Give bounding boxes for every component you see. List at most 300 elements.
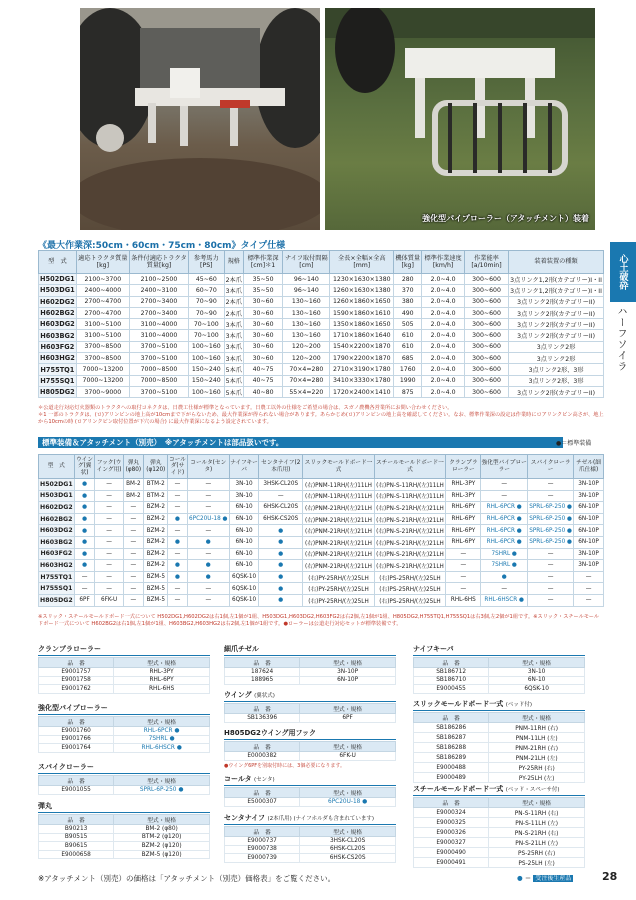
spec-cell: 2700~3400 [129, 296, 188, 307]
part-number-header: 品 番 [39, 717, 114, 727]
spec-cell: 150~240 [189, 375, 225, 386]
equipment-cell: BZM-2 [144, 548, 168, 560]
part-type: 6PF [300, 714, 396, 723]
parts-row [414, 848, 585, 858]
spec-cell: 1540×2200×1870 [330, 341, 394, 352]
spec-cell: 30~60 [243, 330, 282, 341]
part-number-header: 品 番 [414, 713, 489, 723]
equipment-cell: 6N-10P [574, 513, 604, 525]
equipment-cell: 6PF [74, 594, 95, 606]
part-type-header: 型式・規格 [300, 704, 396, 714]
part-number: E9000455 [414, 685, 489, 694]
equipment-cell: 6N-10 [229, 502, 258, 514]
part-number: SB136396 [225, 714, 300, 723]
parts-title [38, 762, 210, 774]
equipment-model-cell: H603BG2 [39, 536, 75, 548]
equipment-cell: 3N-10P [574, 560, 604, 572]
equipment-cell: — [168, 594, 187, 606]
spec-cell: 3点リンク1,2形(カテゴリー)I・II [509, 274, 604, 285]
equipment-cell: BZM-2 [144, 513, 168, 525]
equipment-cell: — [95, 560, 123, 572]
spec-cell: 5本爪 [224, 386, 243, 397]
equipment-cell: BM-2 [123, 479, 143, 491]
spec-row [39, 375, 604, 386]
spec-cell: 40~75 [243, 375, 282, 386]
equipment-cell: — [446, 548, 481, 560]
parts-cramp-roller [38, 644, 210, 694]
part-number-header: 品 番 [225, 827, 300, 837]
parts-knife-keeper [413, 644, 585, 694]
spec-cell: 130~160 [283, 319, 330, 330]
spec-cell: 2.0~4.0 [422, 353, 464, 364]
part-type: PY-25LH (左) [489, 773, 585, 783]
spec-cell: 3100~5100 [76, 330, 129, 341]
equipment-cell: (右)PS-25RH/(左)25LH [374, 571, 446, 583]
spec-cell: 70~100 [189, 330, 225, 341]
equipment-row [39, 560, 604, 572]
spec-cell: 130~160 [283, 307, 330, 318]
equipment-cell: BM-2 [123, 490, 143, 502]
parts-center-knife [224, 813, 396, 863]
spec-model-cell: H603FG2 [39, 341, 77, 352]
spec-cell: 2.0~4.0 [422, 319, 464, 330]
parts-table [38, 814, 210, 859]
equipment-cell: — [259, 490, 303, 502]
equipment-cell: — [528, 571, 574, 583]
spec-cell: 1710×1860×1640 [330, 330, 394, 341]
spec-header-cell: 全長×全幅×全高[mm] [330, 251, 394, 274]
parts-title-sub: (翼状式) [254, 693, 275, 699]
part-number: E9001764 [39, 744, 114, 753]
spec-cell: 100~160 [189, 353, 225, 364]
equipment-cell: (右)PY-25RH/(左)25LH [303, 594, 374, 606]
equipment-cell: 6QSK-10 [229, 583, 258, 595]
equipment-cell: BZM-5 [144, 583, 168, 595]
spec-row [39, 296, 604, 307]
spec-table-header [39, 251, 604, 274]
parts-row [225, 676, 396, 685]
equipment-cell: (右)PN-S-21RH/(左)21LH [374, 525, 446, 537]
equipment-cell: (右)PN-S-11RH/(左)11LH [374, 479, 446, 491]
equipment-cell: 6N-10P [574, 502, 604, 514]
spec-cell: 490 [394, 307, 422, 318]
spec-cell: 55×4=220 [283, 386, 330, 397]
parts-table [38, 657, 210, 694]
part-number: 188965 [225, 676, 300, 685]
part-type-header: 型式・規格 [489, 713, 585, 723]
equipment-header-cell: チゼル(細爪仕様) [574, 455, 604, 479]
equipment-cell: — [123, 525, 143, 537]
equipment-cell: RHL-6PCR ● [481, 536, 528, 548]
equipment-cell: 3N-10P [574, 548, 604, 560]
equipment-cell: (右)PNM-21RH/(左)21LH [303, 548, 374, 560]
spec-cell: 2.0~4.0 [422, 330, 464, 341]
part-number: E9000738 [225, 845, 300, 854]
part-number: E9000488 [414, 763, 489, 773]
parts-table [224, 826, 396, 863]
equipment-cell: — [74, 571, 95, 583]
spec-header-cell: 標準作業深[cm]＊1 [243, 251, 282, 274]
equipment-cell: (右)PN-S-21RH/(左)21LH [374, 513, 446, 525]
part-type: BZM-5 (φ120) [114, 850, 210, 859]
equipment-cell: ● [74, 479, 95, 491]
equipment-cell: ● [187, 560, 229, 572]
spec-cell: 1350×1860×1650 [330, 319, 394, 330]
spec-cell: 70~90 [189, 307, 225, 318]
parts-header-row [225, 788, 396, 798]
equipment-cell: (右)PN-S-21RH/(左)21LH [374, 560, 446, 572]
part-number: E9000326 [414, 828, 489, 838]
parts-row [39, 685, 210, 694]
equipment-model-cell: H603DG2 [39, 525, 75, 537]
part-type-header: 型式・規格 [489, 798, 585, 808]
part-type: 3N-10P [300, 668, 396, 677]
parts-header-row [39, 776, 210, 786]
equipment-header-cell: コールダ(サイド) [168, 455, 187, 479]
part-number: SB186289 [414, 753, 489, 763]
equipment-cell: 6HSK-CL20S [259, 502, 303, 514]
equipment-cell: (右)PN-S-21RH/(左)21LH [374, 536, 446, 548]
equipment-cell: ● [74, 560, 95, 572]
spec-cell: 3点リンク1,2形(カテゴリー)I・II [509, 285, 604, 296]
part-number: 187624 [225, 668, 300, 677]
part-type: 6QSK-10 [489, 685, 585, 694]
equipment-cell: ● [168, 571, 187, 583]
part-number: SB186286 [414, 723, 489, 733]
equipment-header-cell: センタナイフ(2本爪用) [259, 455, 303, 479]
parts-slick-moldboard [413, 699, 585, 783]
spec-header-cell: 規格 [224, 251, 243, 274]
equipment-cell: RHL-6PCR ● [481, 525, 528, 537]
spec-cell: 130~160 [283, 330, 330, 341]
equipment-cell: BZM-2 [144, 502, 168, 514]
spec-cell: 2100~3700 [76, 274, 129, 285]
equipment-cell: — [95, 479, 123, 491]
equipment-cell: 6HSK-CS20S [259, 513, 303, 525]
parts-table [224, 703, 396, 723]
equipment-cell: — [168, 525, 187, 537]
parts-header-row [225, 742, 396, 752]
equipment-cell: (右)PY-25RH/(左)25LH [303, 583, 374, 595]
parts-title-text: スチールモールドボード一式 [413, 785, 504, 793]
parts-row [39, 786, 210, 795]
equipment-cell: 6N-10P [574, 525, 604, 537]
equipment-cell: — [74, 583, 95, 595]
part-type: RHL-3PY [114, 668, 210, 677]
spec-cell: 120~200 [283, 353, 330, 364]
equipment-cell: — [446, 571, 481, 583]
part-type: 3HSK-CL20S [300, 837, 396, 846]
equipment-cell: ● [168, 560, 187, 572]
legend-equals: ＝ [524, 874, 532, 882]
part-type-header: 型式・規格 [300, 658, 396, 668]
parts-title-text: クランプラローラー [38, 645, 101, 653]
spec-cell: 2.0~4.0 [422, 364, 464, 375]
parts-coulter [224, 774, 396, 807]
spec-cell: 380 [394, 296, 422, 307]
part-type: RHL-6HS [114, 685, 210, 694]
equipment-header-cell: 弾丸(φ80) [123, 455, 143, 479]
tractor-photo [80, 8, 320, 230]
equipment-model-cell: H602DG2 [39, 502, 75, 514]
equipment-cell: BZM-2 [144, 560, 168, 572]
spec-cell: 505 [394, 319, 422, 330]
equipment-cell: 7SHRL ● [481, 560, 528, 572]
equipment-cell: — [528, 583, 574, 595]
parts-header-row [414, 713, 585, 723]
equipment-cell: — [187, 583, 229, 595]
spec-cell: 2700~3400 [129, 307, 188, 318]
equipment-cell: — [187, 479, 229, 491]
equipment-cell: — [95, 548, 123, 560]
spec-cell: 40~75 [243, 364, 282, 375]
spec-cell: 280 [394, 274, 422, 285]
equipment-cell: ● [187, 571, 229, 583]
spec-cell: 3本爪 [224, 330, 243, 341]
parts-title [38, 801, 210, 813]
equipment-cell: — [168, 583, 187, 595]
equipment-cell: (右)PY-25RH/(左)25LH [303, 571, 374, 583]
category-tab[interactable]: 心土破砕 [610, 242, 636, 302]
equipment-row [39, 548, 604, 560]
equipment-cell: 7SHRL ● [481, 548, 528, 560]
spec-cell: 150~240 [189, 364, 225, 375]
spec-cell: 300~600 [464, 285, 508, 296]
equipment-cell: 6N-10 [229, 548, 258, 560]
parts-title-sub: (2本爪用) (ナイフホルダも含まれています) [267, 816, 375, 822]
equipment-cell: RHL-3PY [446, 479, 481, 491]
equipment-cell: ● [481, 571, 528, 583]
equipment-cell: RHL-6PCR ● [481, 502, 528, 514]
parts-row [225, 845, 396, 854]
equipment-cell: BZM-5 [144, 594, 168, 606]
parts-title-text: 強化型パイプローラー [38, 704, 108, 712]
spec-cell: 2.0~4.0 [422, 375, 464, 386]
spec-row [39, 341, 604, 352]
spec-cell: 3点リンク2形 [509, 353, 604, 364]
spec-cell: 3点リンク2形 [509, 341, 604, 352]
tractor-illustration [80, 8, 320, 230]
spec-header-cell: 作業能率[a/10min] [464, 251, 508, 274]
parts-wing-hook [224, 728, 396, 769]
part-type: RHL-6PCR ● [114, 727, 210, 736]
equipment-cell: — [95, 513, 123, 525]
equipment-cell: — [95, 571, 123, 583]
equipment-cell: 3N-10P [574, 490, 604, 502]
spec-cell: 3100~5100 [76, 319, 129, 330]
equipment-cell: — [123, 548, 143, 560]
equipment-header-cell: コールタ(センタ) [187, 455, 229, 479]
parts-header-row [39, 815, 210, 825]
parts-title [413, 784, 585, 796]
part-number: E9000324 [414, 808, 489, 818]
equipment-model-cell: H502DG1 [39, 479, 75, 491]
parts-title-sub: (ベッド付) [505, 702, 533, 708]
spec-cell: 5本爪 [224, 364, 243, 375]
spec-cell: 3700~5100 [129, 341, 188, 352]
spec-cell: 70×4=280 [283, 364, 330, 375]
parts-row [225, 752, 396, 761]
equipment-row [39, 571, 604, 583]
equipment-cell: ● [259, 560, 303, 572]
parts-title-text: ナイフキーパ [413, 645, 454, 653]
equipment-table-header [39, 455, 604, 479]
spec-cell: 2400~4000 [76, 285, 129, 296]
pipe-roller-illustration [325, 8, 595, 230]
equipment-cell: 6N-10 [229, 525, 258, 537]
spec-header-cell: 標準作業速度[km/h] [422, 251, 464, 274]
equipment-table [38, 454, 604, 607]
spec-cell: 1590×1860×1610 [330, 307, 394, 318]
equipment-cell: — [187, 594, 229, 606]
equipment-cell: — [123, 571, 143, 583]
footer-note: ※アタッチメント（別売）の価格は「アタッチメント（別売）価格表」をご覧ください。 [38, 874, 336, 883]
parts-row [39, 842, 210, 851]
equipment-cell: (右)PNM-11RH/(左)11LH [303, 479, 374, 491]
spec-model-cell: H602DG2 [40, 297, 75, 306]
pipe-roller-photo [325, 8, 595, 230]
parts-title [224, 644, 396, 656]
equipment-cell: — [574, 583, 604, 595]
equipment-cell: SPRL-6P-250 ● [528, 525, 574, 537]
spec-cell: 300~600 [464, 296, 508, 307]
spec-cell: 100~160 [189, 341, 225, 352]
part-type: RHL-6HSCR ● [114, 744, 210, 753]
equipment-cell: — [446, 560, 481, 572]
parts-table [413, 797, 585, 868]
equipment-cell: — [168, 479, 187, 491]
spec-cell: 875 [394, 386, 422, 397]
spec-cell: 300~600 [464, 375, 508, 386]
equipment-cell: RHL-6PCR ● [481, 513, 528, 525]
parts-table [224, 741, 396, 761]
parts-table [413, 712, 585, 783]
spec-row [39, 386, 604, 397]
equipment-cell: — [123, 513, 143, 525]
equipment-cell: — [123, 536, 143, 548]
parts-row [39, 850, 210, 859]
spec-cell: 100~160 [189, 386, 225, 397]
spec-cell: 120~200 [283, 341, 330, 352]
equipment-cell: BZM-2 [144, 536, 168, 548]
spec-header-cell: 機体質量[kg] [394, 251, 422, 274]
parts-row [414, 743, 585, 753]
parts-title [38, 644, 210, 656]
equipment-cell: — [95, 583, 123, 595]
equipment-cell: RHL-6HSCR ● [481, 594, 528, 606]
spec-cell: 2.0~4.0 [422, 341, 464, 352]
part-type: 6HSK-CL20S [300, 845, 396, 854]
spec-header-cell: 参考馬力[PS] [189, 251, 225, 274]
part-number: B90615 [39, 842, 114, 851]
spec-cell: 300~600 [464, 319, 508, 330]
equipment-cell: SPRL-6P-250 ● [528, 502, 574, 514]
equipment-cell: — [187, 490, 229, 502]
part-type: PNM-11RH (右) [489, 723, 585, 733]
equipment-cell: — [528, 479, 574, 491]
parts-table [224, 787, 396, 807]
part-type: PS-25RH (右) [489, 848, 585, 858]
part-type: BZM-2 (φ120) [114, 842, 210, 851]
equipment-cell: (右)PNM-11RH/(左)11LH [303, 490, 374, 502]
parts-title [224, 813, 396, 825]
spec-cell: 5本爪 [224, 375, 243, 386]
spec-cell: 40~80 [243, 386, 282, 397]
spec-cell: 70~90 [189, 296, 225, 307]
parts-header-row [39, 717, 210, 727]
equipment-model-cell: H755SQ1 [39, 583, 75, 595]
spec-cell: 300~600 [464, 274, 508, 285]
equipment-header-cell: ナイフキーパ [229, 455, 258, 479]
parts-row [225, 837, 396, 846]
parts-header-row [39, 658, 210, 668]
part-type: BM-2 (φ80) [114, 825, 210, 834]
equipment-cell: 3HSK-CL20S [259, 479, 303, 491]
equipment-cell: — [187, 525, 229, 537]
spec-row [39, 274, 604, 285]
part-number: E9000491 [414, 858, 489, 868]
part-type-header: 型式・規格 [114, 658, 210, 668]
equipment-model-cell: H603HG2 [39, 560, 75, 572]
parts-header-row [225, 704, 396, 714]
parts-title-text: ウイング [224, 691, 252, 699]
spec-cell: 3点リンク2形、3形 [509, 375, 604, 386]
spec-header-cell: 装着装置の種類 [509, 251, 604, 274]
equipment-cell: BTM-2 [144, 490, 168, 502]
equipment-cell: — [95, 490, 123, 502]
equipment-cell: (右)PS-25RH/(左)25LH [374, 583, 446, 595]
part-number-header: 品 番 [225, 704, 300, 714]
spec-cell: 96~140 [283, 274, 330, 285]
equipment-cell: RHL-3PY [446, 490, 481, 502]
parts-table [224, 657, 396, 685]
parts-title-text: スパイクローラー [38, 763, 94, 771]
spec-model-cell: H805DG2 [40, 388, 75, 397]
spec-header-cell: ナイフ取付間隔[cm] [283, 251, 330, 274]
parts-row [39, 825, 210, 834]
equipment-model-cell: H805DG2 [39, 594, 75, 606]
spec-cell: 35~50 [243, 285, 282, 296]
equipment-cell: 6QSK-10 [229, 571, 258, 583]
equipment-cell: BZM-5 [144, 571, 168, 583]
spec-cell: 685 [394, 353, 422, 364]
spec-cell: 300~600 [464, 341, 508, 352]
parts-row [414, 676, 585, 685]
spec-cell: 1990 [394, 375, 422, 386]
equipment-cell: — [574, 571, 604, 583]
parts-title-text: 細爪チゼル [224, 645, 259, 653]
parts-header-row [225, 827, 396, 837]
spec-header-cell: 適応トラクタ質量[kg] [76, 251, 129, 274]
equipment-cell: (右)PNM-21RH/(左)21LH [303, 513, 374, 525]
spec-table [38, 250, 604, 398]
equipment-cell: 3N-10P [574, 479, 604, 491]
part-type: 6N-10P [300, 676, 396, 685]
part-number: E9000739 [225, 854, 300, 863]
part-type: PN-S-11LH (左) [489, 818, 585, 828]
equipment-cell: RHL-6HS [446, 594, 481, 606]
equipment-row [39, 502, 604, 514]
spec-cell: 2400~3100 [129, 285, 188, 296]
parts-row [414, 828, 585, 838]
part-type: BTM-2 (φ120) [114, 833, 210, 842]
spec-cell: 3本爪 [224, 353, 243, 364]
part-number-header: 品 番 [414, 798, 489, 808]
parts-row [414, 753, 585, 763]
equipment-cell: — [528, 594, 574, 606]
equipment-cell: ● [259, 525, 303, 537]
parts-row [39, 668, 210, 677]
